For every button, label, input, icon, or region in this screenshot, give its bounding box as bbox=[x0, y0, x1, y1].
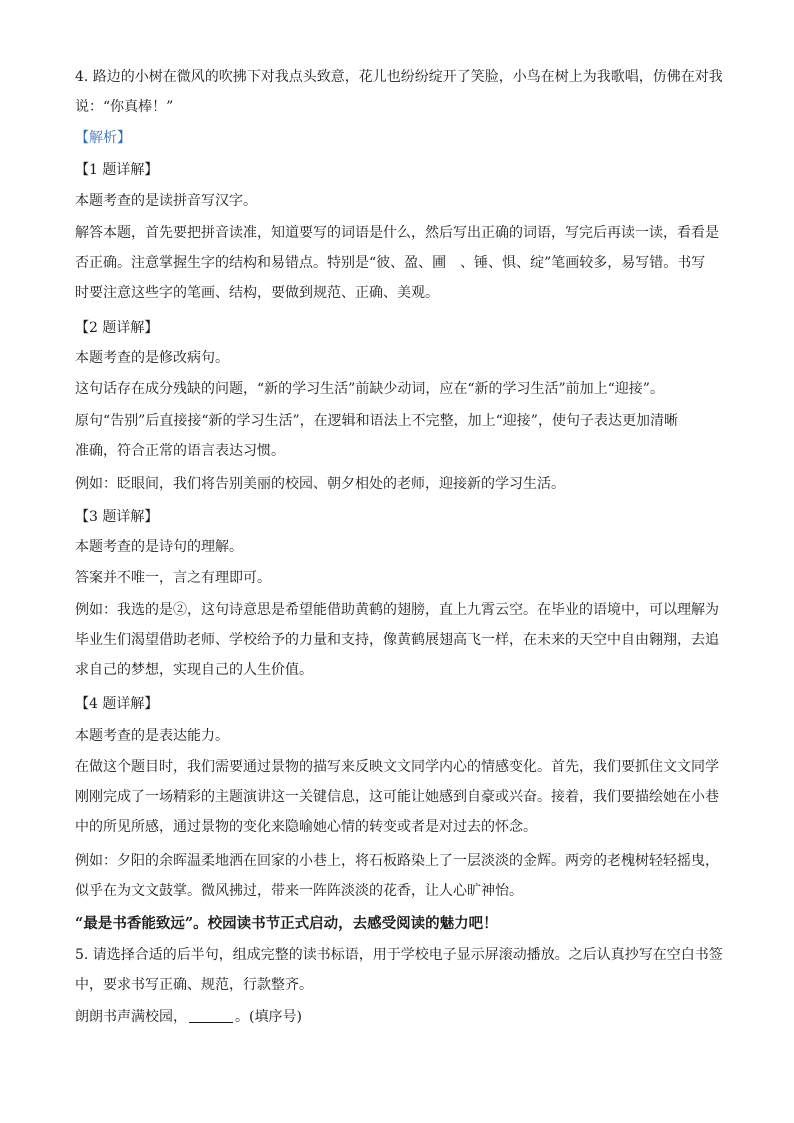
q5-stem-line: 中，要求书写正确、规范，行款整齐。 bbox=[75, 977, 313, 993]
d2-heading-line: 【2 题详解】 bbox=[75, 320, 159, 336]
d1-body bbox=[75, 218, 725, 308]
d3-example-line: 例如：我选的是②，这句诗意思是希望能借助黄鹤的翅膀，直上九霄云空。在毕业的语境中，可以理解为 bbox=[75, 602, 719, 618]
d2-body2 bbox=[75, 406, 725, 466]
d4-body-line: 中的所见所感，通过景物的变化来隐喻她心情的转变或者是对过去的怀念。 bbox=[75, 819, 537, 835]
d3-heading-line: 【3 题详解】 bbox=[75, 509, 159, 525]
d2-topic-line: 本题考查的是修改病句。 bbox=[75, 350, 229, 366]
d4-example-line: 似乎在为文文鼓掌。微风拂过，带来一阵阵淡淡的花香，让人心旷神怡。 bbox=[75, 883, 523, 899]
section-title bbox=[75, 909, 725, 939]
section-title-line: “最是书香能致远”。校园读书节正式启动，去感受阅读的魅力吧！ bbox=[75, 915, 498, 932]
d4-example bbox=[75, 846, 725, 906]
q5-prompt-prefix: 朗朗书声满校园， bbox=[75, 1009, 187, 1025]
d1-body-line: 解答本题，首先要把拼音读准，知道要写的词语是什么，然后写出正确的词语，写完后再读一读，看看是 bbox=[75, 225, 719, 241]
d2-topic bbox=[75, 343, 725, 373]
jiexi-tag bbox=[75, 123, 725, 153]
d1-body-line: 时要注意这些字的笔画、结构，要做到规范、正确、美观。 bbox=[75, 285, 439, 301]
jiexi-tag-line: 【解析】 bbox=[75, 130, 131, 146]
d3-heading bbox=[75, 502, 725, 532]
q4-answer-line: 4. 路边的小树在微风的吹拂下对我点头致意，花儿也纷纷绽开了笑脸，小鸟在树上为我歌唱，仿佛在对我 bbox=[75, 69, 723, 85]
q5-prompt bbox=[75, 1002, 725, 1032]
q5-stem-line: 5. 请选择合适的后半句，组成完整的读书标语，用于学校电子显示屏滚动播放。之后认真抄写在空白书签 bbox=[75, 947, 723, 963]
d2-heading bbox=[75, 313, 725, 343]
d3-note bbox=[75, 563, 725, 593]
q4-answer-line: 说：“你真棒！” bbox=[75, 99, 174, 115]
d1-heading bbox=[75, 155, 725, 185]
q5-stem bbox=[75, 940, 725, 1000]
d3-example-line: 求自己的梦想，实现自己的人生价值。 bbox=[75, 662, 313, 678]
d4-example-line: 例如：夕阳的余晖温柔地洒在回家的小巷上，将石板路染上了一层淡淡的金辉。两旁的老槐树轻轻摇曳， bbox=[75, 853, 719, 869]
d4-heading bbox=[75, 689, 725, 719]
d4-heading-line: 【4 题详解】 bbox=[75, 696, 159, 712]
d3-example-line: 毕业生们渴望借助老师、学校给予的力量和支持，像黄鹤展翅高飞一样，在未来的天空中自由翱翔，去追 bbox=[75, 632, 719, 648]
d2-body2-line: 原句“告别”后直接接“新的学习生活”，在逻辑和语法上不完整，加上“迎接”，使句子表达更加清晰 bbox=[75, 413, 678, 429]
d4-topic-line: 本题考查的是表达能力。 bbox=[75, 728, 229, 744]
d2-body1-line: 这句话存在成分残缺的问题，“新的学习生活”前缺少动词，应在“新的学习生活”前加上“迎接”。 bbox=[75, 381, 664, 397]
q5-prompt-suffix: 。(填序号) bbox=[235, 1009, 302, 1025]
d1-body-line: 否正确。注意掌握生字的结构和易错点。特别是“彼、盈、圃 、锤、惧、绽”笔画较多，易写错。书写 bbox=[75, 255, 706, 271]
d3-note-line: 答案并不唯一，言之有理即可。 bbox=[75, 570, 271, 586]
d1-topic-line: 本题考查的是读拼音写汉字。 bbox=[75, 193, 257, 209]
d4-topic bbox=[75, 721, 725, 751]
d2-example bbox=[75, 469, 725, 499]
d1-topic bbox=[75, 186, 725, 216]
d4-body bbox=[75, 752, 725, 842]
q4-answer bbox=[75, 62, 725, 122]
d2-example-line: 例如：眨眼间，我们将告别美丽的校园、朝夕相处的老师，迎接新的学习生活。 bbox=[75, 476, 565, 492]
d3-topic-line: 本题考查的是诗句的理解。 bbox=[75, 539, 243, 555]
d1-heading-line: 【1 题详解】 bbox=[75, 162, 159, 178]
answer-blank[interactable] bbox=[189, 1008, 233, 1023]
d2-body2-line: 准确，符合正常的语言表达习惯。 bbox=[75, 443, 285, 459]
d2-body1 bbox=[75, 374, 725, 404]
d4-body-line: 刚刚完成了一场精彩的主题演讲这一关键信息，这可能让她感到自豪或兴奋。接着，我们要描绘她在小巷 bbox=[75, 789, 719, 805]
d3-topic bbox=[75, 532, 725, 562]
d4-body-line: 在做这个题目时，我们需要通过景物的描写来反映文文同学内心的情感变化。首先，我们要抓住文文同学 bbox=[75, 759, 719, 775]
d3-example bbox=[75, 595, 725, 685]
